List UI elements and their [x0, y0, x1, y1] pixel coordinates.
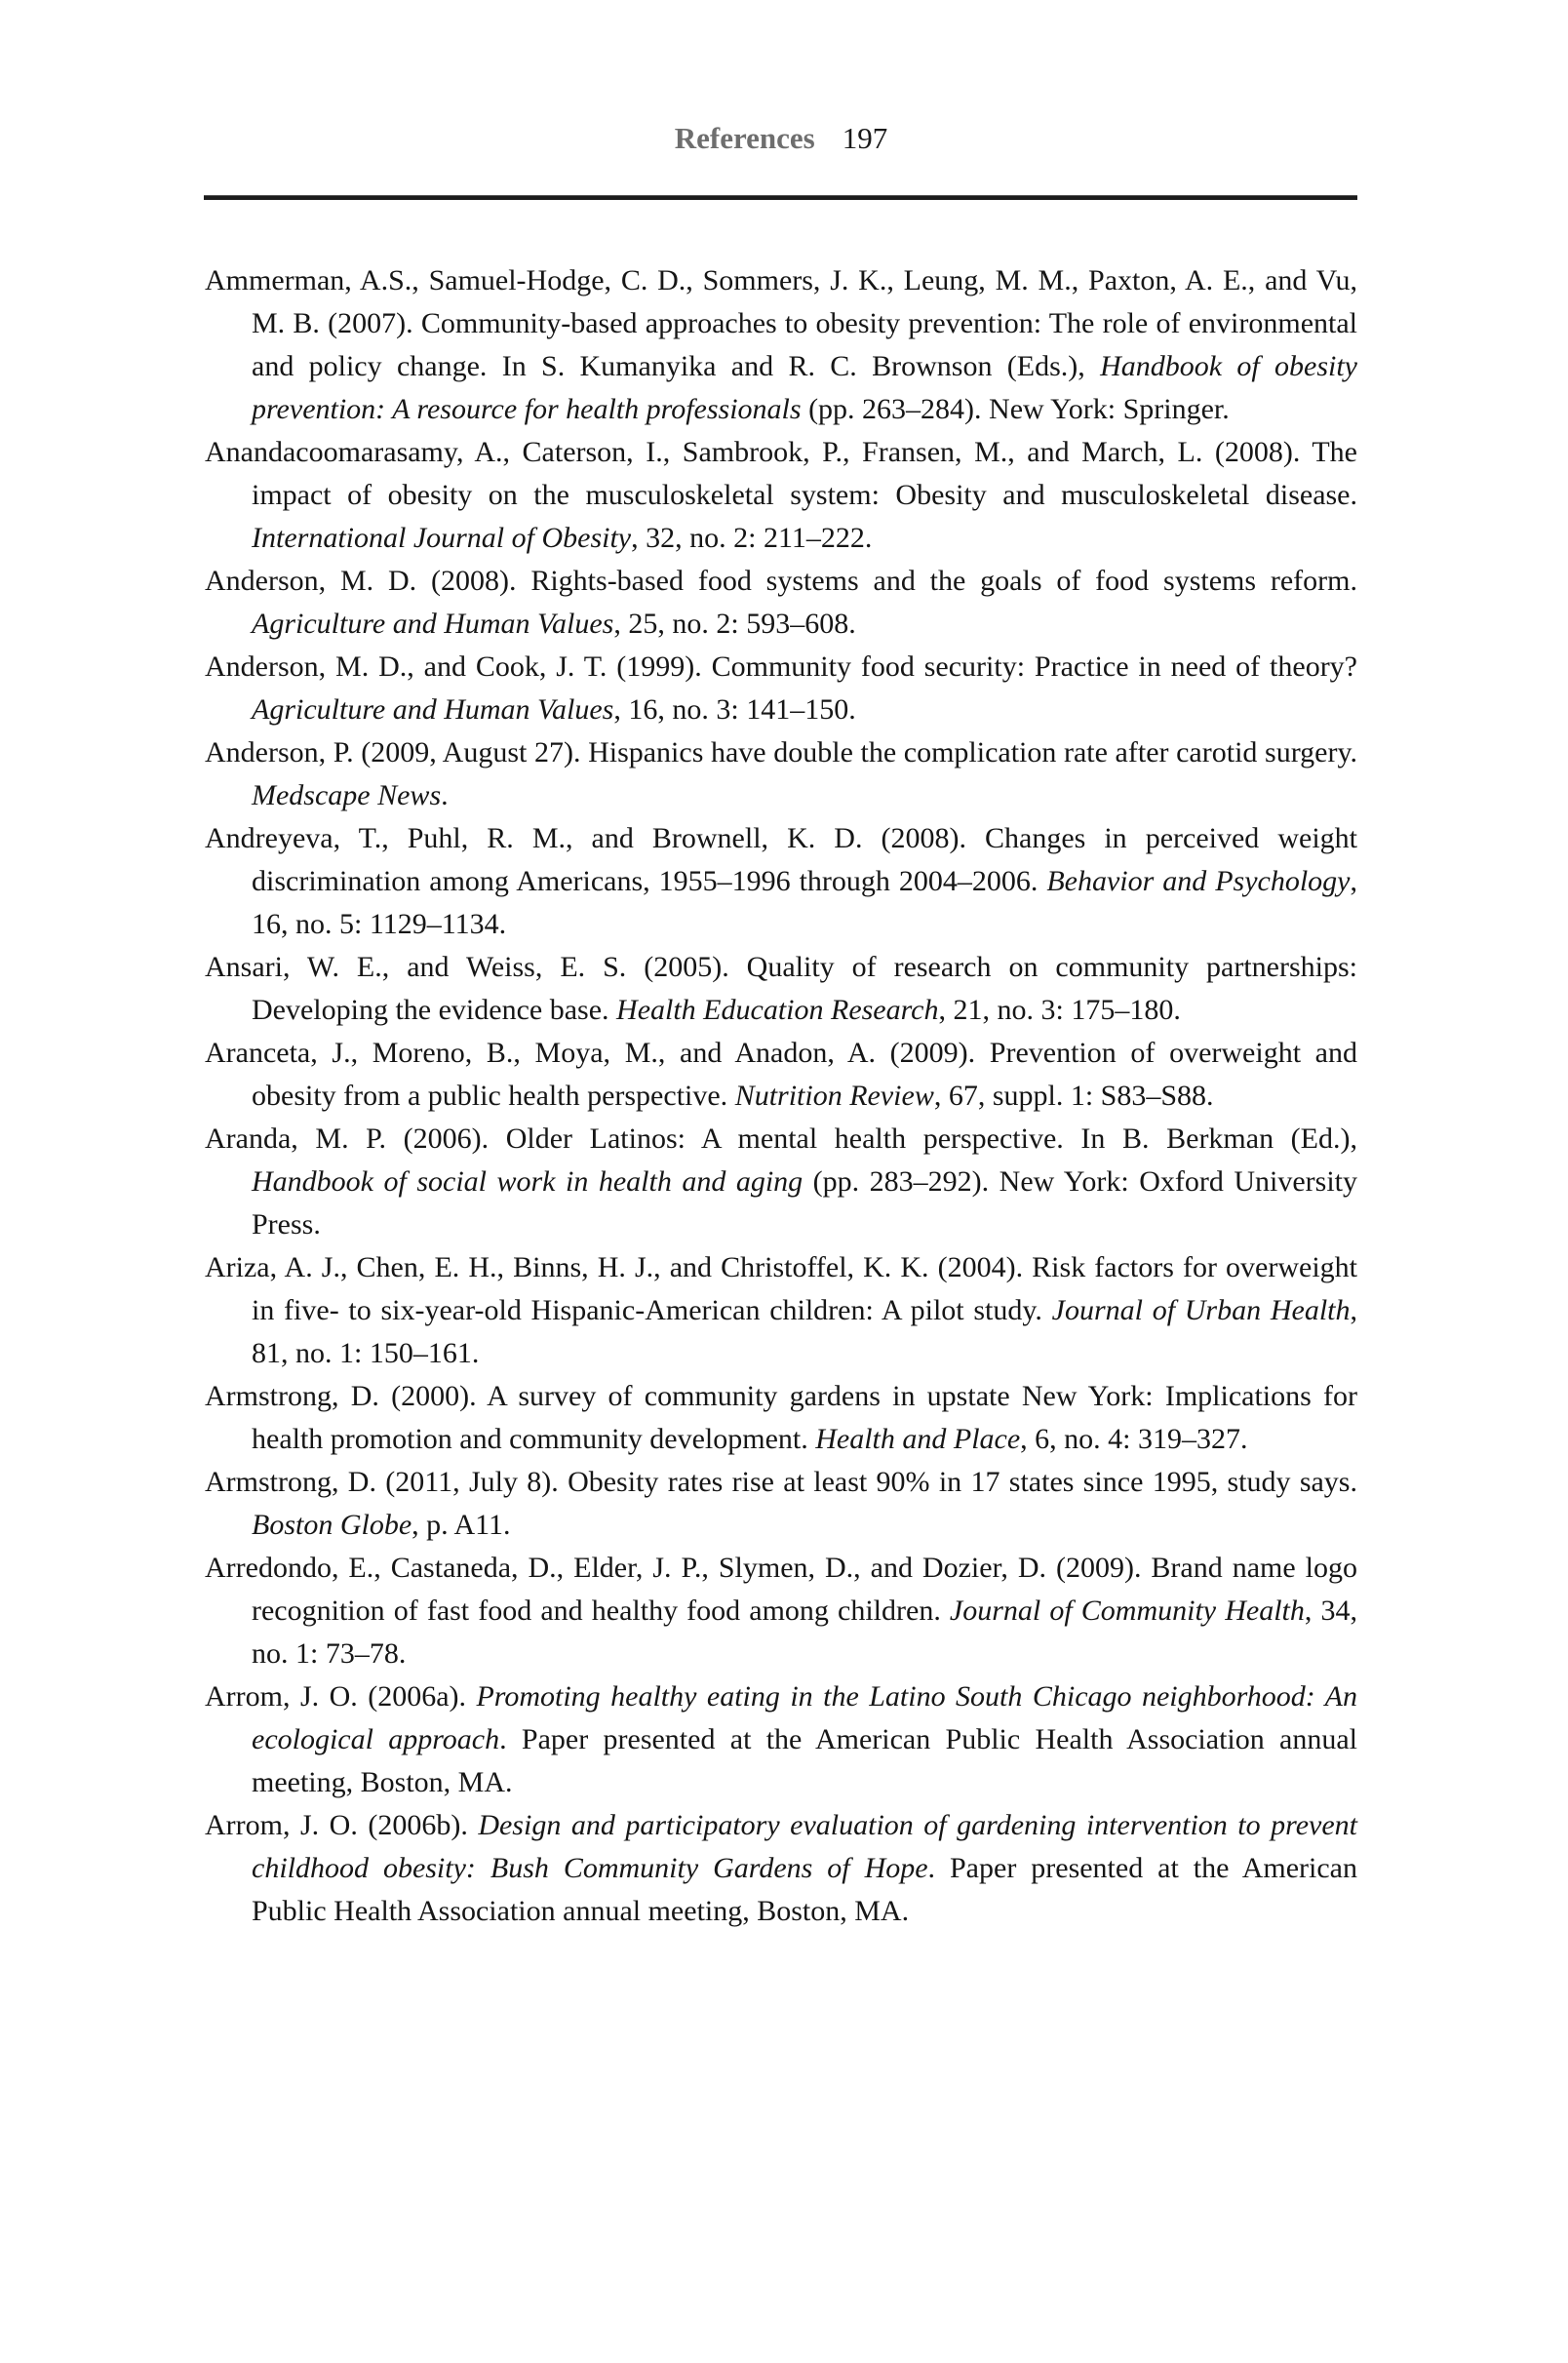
reference-text: . [441, 779, 449, 811]
reference-title-italic: Boston Globe [252, 1509, 412, 1541]
reference-title-italic: Handbook of obesity prevention: A resource for health professionals [252, 350, 1357, 425]
reference-title-italic: Medscape News [252, 779, 442, 811]
reference-text: Armstrong, D. (2000). A survey of community gardens in upstate New York: Implications for health promotion and community development. [205, 1380, 1357, 1455]
reference-text: Andreyeva, T., Puhl, R. M., and Brownell, K. D. (2008). Changes in perceived weight discrimination among Americans, 1955–1996 through 2004–2006. [205, 822, 1357, 897]
reference-title-italic: Agriculture and Human Values [252, 693, 614, 726]
reference-text: Ammerman, A.S., Samuel-Hodge, C. D., Sommers, J. K., Leung, M. M., Paxton, A. E., and Vu, M. B. (2007). Community-based approaches to obesity prevention: The role of environmental and policy change. In S. Kumanyika and R. C. Brownson (Eds.), [205, 264, 1357, 382]
reference-text: Anderson, M. D., and Cook, J. T. (1999). Community food security: Practice in need of theory? [205, 650, 1357, 683]
reference-text: , p. A11. [412, 1509, 511, 1541]
reference-title-italic: Promoting healthy eating in the Latino South Chicago neighborhood: An ecological approach [252, 1680, 1357, 1755]
header-rule [204, 195, 1357, 200]
reference-entry [205, 946, 1357, 1032]
reference-text: , 16, no. 5: 1129–1134. [252, 865, 1357, 940]
reference-text: Arredondo, E., Castaneda, D., Elder, J. P., Slymen, D., and Dozier, D. (2009). Brand name logo recognition of fast food and healthy food among children. [205, 1552, 1357, 1627]
reference-text: Arrom, J. O. (2006a). [205, 1680, 477, 1713]
reference-text: Aranceta, J., Moreno, B., Moya, M., and Anadon, A. (2009). Prevention of overweight and obesity from a public health perspective. [205, 1037, 1357, 1112]
reference-text: Armstrong, D. (2011, July 8). Obesity rates rise at least 90% in 17 states since 1995, study says. [205, 1466, 1357, 1498]
reference-entry [205, 1804, 1357, 1933]
reference-title-italic: Health and Place [815, 1423, 1021, 1455]
page-number: 197 [842, 121, 888, 155]
reference-text: . Paper presented at the American Public Health Association annual meeting, Boston, MA. [252, 1723, 1358, 1798]
reference-entry [205, 1118, 1357, 1246]
reference-title-italic: Journal of Community Health [949, 1595, 1305, 1627]
reference-text: Anandacoomarasamy, A., Caterson, I., Sambrook, P., Fransen, M., and March, L. (2008). The impact of obesity on the musculoskeletal system: Obesity and musculoskeletal disease. [205, 436, 1357, 511]
running-head-title: References [674, 121, 815, 155]
reference-title-italic: Design and participatory evaluation of gardening intervention to prevent childhood obesity: Bush Community Gardens of Hope [252, 1809, 1357, 1884]
reference-entry [205, 646, 1357, 731]
reference-entry [205, 259, 1357, 431]
reference-text: , 34, no. 1: 73–78. [252, 1595, 1357, 1670]
reference-entry [205, 1461, 1357, 1547]
reference-entry [205, 1246, 1357, 1375]
reference-text: Anderson, P. (2009, August 27). Hispanics have double the complication rate after carotid surgery. [205, 736, 1357, 768]
reference-title-italic: International Journal of Obesity [252, 522, 632, 554]
reference-text: Ariza, A. J., Chen, E. H., Binns, H. J., and Christoffel, K. K. (2004). Risk factors for overweight in five- to six-year-old Hispanic-American children: A pilot study. [205, 1251, 1357, 1326]
reference-title-italic: Health Education Research [616, 994, 939, 1026]
reference-text: , 16, no. 3: 141–150. [613, 693, 856, 726]
reference-entry [205, 1375, 1357, 1461]
running-head [205, 119, 1357, 158]
reference-entry [205, 1675, 1357, 1804]
reference-text: , 25, no. 2: 593–608. [613, 608, 856, 640]
reference-text: , 32, no. 2: 211–222. [631, 522, 873, 554]
reference-text: , 81, no. 1: 150–161. [252, 1294, 1357, 1369]
reference-entry [205, 1032, 1357, 1118]
reference-text: . Paper presented at the American Public Health Association annual meeting, Boston, MA. [252, 1852, 1357, 1927]
reference-entry [205, 731, 1357, 817]
reference-entry [205, 560, 1357, 646]
reference-title-italic: Handbook of social work in health and aging [252, 1165, 804, 1198]
reference-entry [205, 817, 1357, 946]
reference-entry [205, 1547, 1357, 1675]
reference-title-italic: Journal of Urban Health [1051, 1294, 1351, 1326]
reference-text: , 67, suppl. 1: S83–S88. [933, 1080, 1214, 1112]
reference-text: , 6, no. 4: 319–327. [1020, 1423, 1248, 1455]
reference-text: (pp. 263–284). New York: Springer. [801, 393, 1230, 425]
reference-entry [205, 431, 1357, 560]
reference-title-italic: Nutrition Review [734, 1080, 934, 1112]
references-list [205, 259, 1357, 1933]
reference-title-italic: Agriculture and Human Values [252, 608, 614, 640]
reference-text: Aranda, M. P. (2006). Older Latinos: A mental health perspective. In B. Berkman (Ed.), [205, 1122, 1357, 1155]
reference-text: (pp. 283–292). New York: Oxford University Press. [252, 1165, 1357, 1241]
reference-text: Ansari, W. E., and Weiss, E. S. (2005). Quality of research on community partnerships: Developing the evidence base. [205, 951, 1357, 1026]
reference-text: Arrom, J. O. (2006b). [205, 1809, 479, 1841]
reference-text: , 21, no. 3: 175–180. [938, 994, 1181, 1026]
reference-text: Anderson, M. D. (2008). Rights-based food systems and the goals of food systems reform. [205, 565, 1357, 597]
reference-title-italic: Behavior and Psychology [1046, 865, 1351, 897]
